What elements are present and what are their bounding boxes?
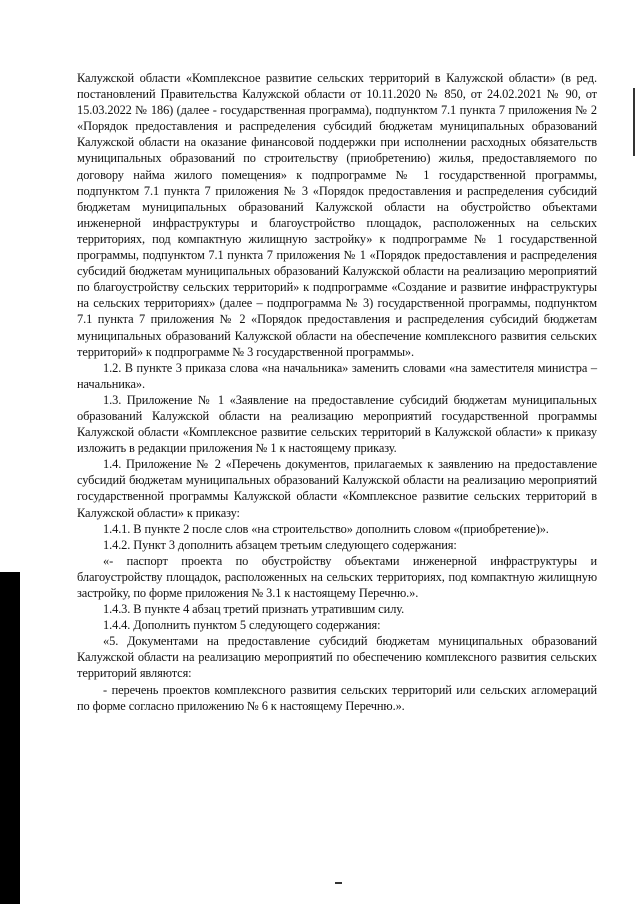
- paragraph-1-4: 1.4. Приложение № 2 «Перечень документов, прилагаемых к заявлению на предоставление субсидий бюджетам муниципальных образований Калужской области на реализацию мероприятий государственной программы Калужской области «Комплексное развитие сельских территорий в Калужской области» к приказу:: [77, 457, 597, 520]
- document-body: [77, 70, 597, 714]
- paragraph-1-4-4-quote: «5. Документами на предоставление субсидий бюджетам муниципальных образований Калужской области на реализацию мероприятий по обеспечению комплексного развития сельских территорий являются:: [77, 634, 597, 681]
- paragraph-1-4-1: 1.4.1. В пункте 2 после слов «на строительство» дополнить словом «(приобретение)».: [103, 521, 549, 536]
- paragraph-1-4-2: 1.4.2. Пункт 3 дополнить абзацем третьим следующего содержания:: [103, 537, 457, 552]
- paragraph-1-4-4-list-item: - перечень проектов комплексного развития сельских территорий или сельских агломераций по форме согласно приложению № 6 к настоящему Перечню.».: [77, 682, 597, 713]
- paragraph-1-4-2-quote: «- паспорт проекта по обустройству объектами инженерной инфраструктуры и благоустройству площадок, расположенных на сельских территориях, под компактную жилищную застройку, по форме приложения № 3.1 к настоящему Перечню.».: [77, 553, 597, 600]
- page-number-mark: [335, 882, 342, 884]
- paragraph-preamble-continuation: Калужской области «Комплексное развитие сельских территорий в Калужской области» (в ред. постановлений Правительства Калужской области от 10.11.2020 № 850, от 24.02.2021 № 90, от 15.03.2022 № 186) (далее - государственная программа), подпунктом 7.1 пункта 7 приложения № 2 «Порядок предоставления и распределения субсидий бюджетам муниципальных образований Калужской области на оказание финансовой поддержки при исполнении расходных обязательств муниципальных образований по строительству (приобретению) жилья, предоставляемого по договору найма жилого помещения» к подпрограмме № 1 государственной программы, подпунктом 7.1 пункта 7 приложения № 3 «Порядок предоставления и распределения субсидий бюджетам муниципальных образований Калужской области на обустройство объектами инженерной инфраструктуры и благоустройство площадок, расположенных на сельских территориях, под компактную жилищную застройку» к подпрограмме № 1 государственной программы, подпунктом 7.1 пункта 7 приложения № 1 «Порядок предоставления и распределения субсидий бюджетам муниципальных образований Калужской области на реализацию мероприятий по благоустройству сельских территорий» к подпрограмме «Создание и развитие инфраструктуры на сельских территориях» (далее – подпрограмма № 3) государственной программы, подпунктом 7.1 пункта 7 приложения № 2 «Порядок предоставления и распределения субсидий бюджетам муниципальных образований Калужской области на обеспечение комплексного развития сельских территорий» к подпрограмме № 3 государственной программы».: [77, 71, 597, 359]
- paragraph-1-4-3: 1.4.3. В пункте 4 абзац третий признать утратившим силу.: [103, 602, 405, 617]
- paragraph-1-4-4: 1.4.4. Дополнить пунктом 5 следующего содержания:: [103, 618, 381, 633]
- paragraph-1-3: 1.3. Приложение № 1 «Заявление на предоставление субсидий бюджетам муниципальных образований Калужской области на реализацию мероприятий государственной программы Калужской области «Комплексное развитие сельских территорий в Калужской области» к приказу изложить в редакции приложения № 1 к настоящему приказу.: [77, 392, 597, 456]
- scan-edge-mark: [633, 88, 635, 156]
- scan-edge-bar: [0, 572, 20, 904]
- paragraph-1-2: 1.2. В пункте 3 приказа слова «на начальника» заменить словами «на заместителя министра – начальника».: [77, 360, 597, 391]
